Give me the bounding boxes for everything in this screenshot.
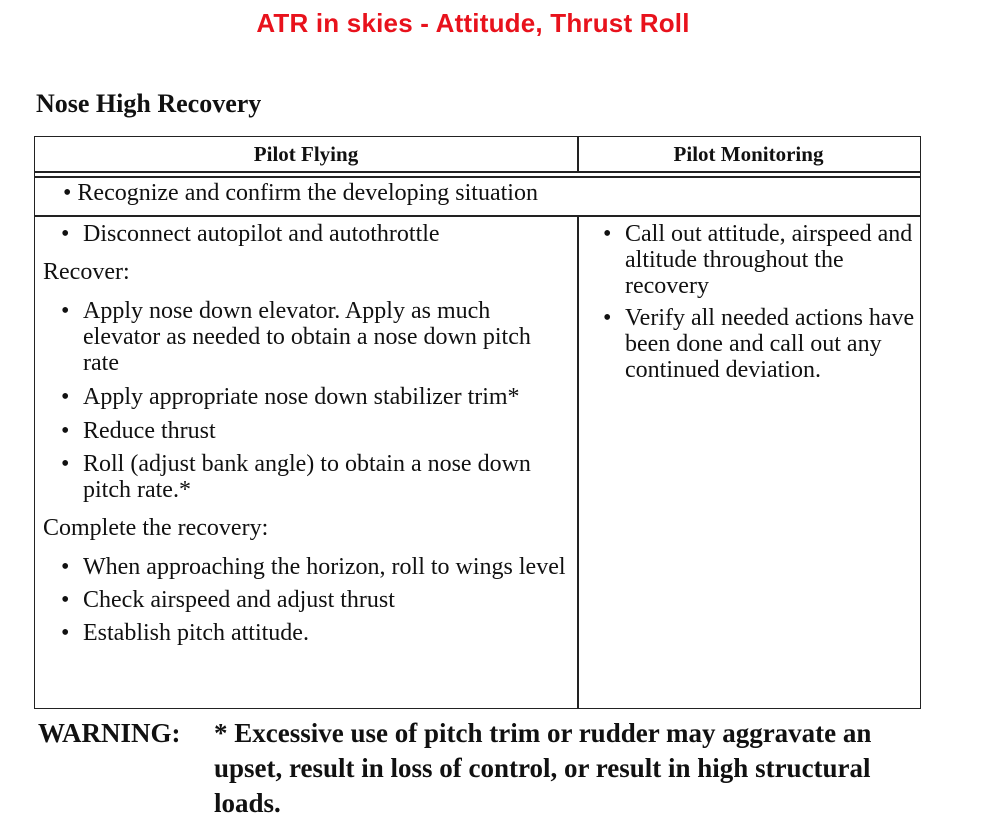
header-rule-top [35, 171, 920, 173]
procedure-table [34, 136, 921, 709]
list-item-text: When approaching the horizon, roll to wings level [83, 554, 566, 580]
bullet-dot: • [61, 554, 70, 580]
list-item [43, 298, 568, 376]
list-item-text: Verify all needed actions have been done and call out any continued deviation. [625, 305, 915, 383]
list-item [43, 418, 568, 444]
list-item [43, 587, 568, 613]
header-pilot-flying: Pilot Flying [253, 142, 359, 166]
bullet-dot: • [61, 451, 70, 477]
list-item-text: Establish pitch attitude. [83, 620, 309, 646]
bullet-dot: • [63, 180, 72, 206]
list-item-text: Apply nose down elevator. Apply as much elevator as needed to obtain a nose down pitch rate [83, 298, 531, 376]
warning-text: * Excessive use of pitch trim or rudder may aggravate an upset, result in loss of control, or result in high structural loads. [214, 718, 872, 818]
list-item [43, 451, 568, 503]
bullet-dot: • [61, 384, 70, 410]
list-item-text: Apply appropriate nose down stabilizer trim* [83, 384, 520, 410]
warning-label: WARNING: [38, 718, 181, 748]
bullet-dot: • [61, 587, 70, 613]
header-rule-bottom [35, 176, 920, 178]
complete-label: Complete the recovery: [43, 515, 269, 541]
list-item-text: Disconnect autopilot and autothrottle [83, 221, 440, 247]
list-item [43, 384, 568, 410]
header-pilot-monitoring: Pilot Monitoring [673, 142, 824, 166]
list-item-text: Reduce thrust [83, 418, 216, 444]
recover-label: Recover: [43, 259, 130, 285]
bullet-dot: • [61, 298, 70, 324]
list-item [43, 554, 568, 580]
list-item [43, 620, 568, 646]
column-divider-header [577, 137, 579, 171]
column-divider-body [577, 215, 579, 708]
shared-row-rule [35, 215, 920, 217]
shared-row-text: Recognize and confirm the developing situation [77, 180, 538, 206]
page-title: ATR in skies - Attitude, Thrust Roll [256, 8, 690, 38]
bullet-dot: • [61, 221, 70, 247]
list-item-text: Check airspeed and adjust thrust [83, 587, 395, 613]
list-item [585, 221, 915, 299]
list-item-text: Call out attitude, airspeed and altitude throughout the recovery [625, 221, 913, 299]
pilot-flying-column [43, 221, 568, 646]
list-item [585, 305, 915, 383]
bullet-dot: • [603, 221, 612, 247]
list-item [43, 221, 568, 247]
section-heading: Nose High Recovery [36, 89, 262, 118]
pilot-monitoring-column [585, 221, 915, 383]
bullet-dot: • [61, 620, 70, 646]
list-item-text: Roll (adjust bank angle) to obtain a nose down pitch rate.* [83, 451, 531, 503]
bullet-dot: • [603, 305, 612, 331]
bullet-dot: • [61, 418, 70, 444]
shared-row [63, 180, 538, 206]
